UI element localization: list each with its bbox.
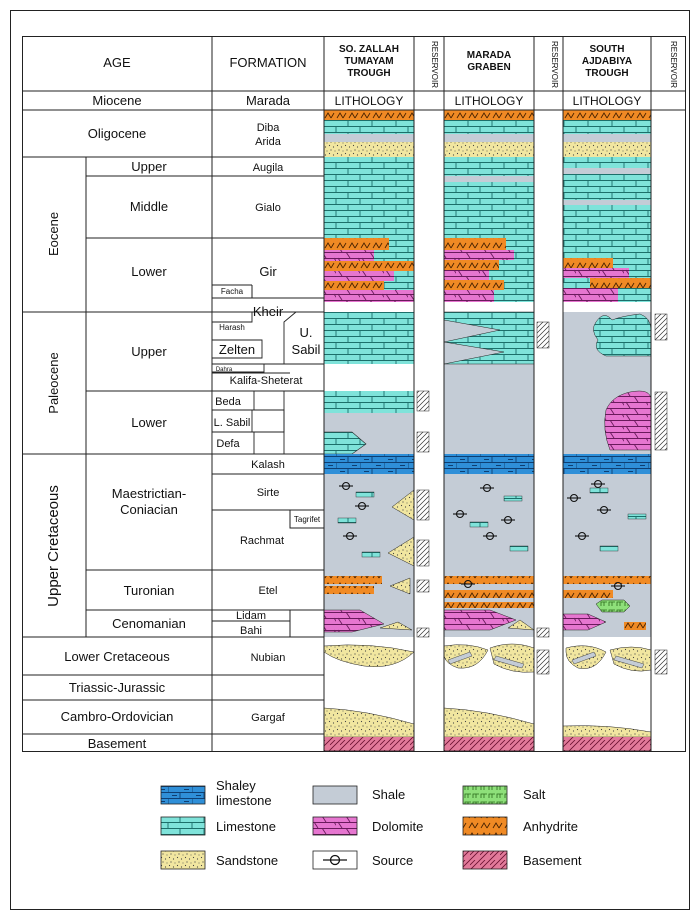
subage-coniacian: Coniacian	[120, 502, 178, 517]
formation-arida: Arida	[255, 136, 281, 148]
age-lower-cretaceous: Lower Cretaceous	[64, 649, 170, 664]
svg-text:Anhydrite: Anhydrite	[523, 819, 578, 834]
formation-bahi: Bahi	[239, 625, 263, 637]
header-reservoir-2: RESERVOIR	[550, 41, 559, 88]
age-paleocene: Paleocene	[46, 352, 61, 414]
age-miocene: Miocene	[92, 93, 142, 108]
subage-eocene-upper: Upper	[131, 159, 167, 174]
formation-diba: Diba	[256, 122, 280, 134]
age-cambro-ordovician: Cambro-Ordovician	[60, 709, 174, 724]
svg-text:Shale: Shale	[372, 787, 406, 802]
formation-augila: Augila	[252, 162, 284, 174]
legend-item-limestone	[161, 817, 276, 835]
formation-kheir: Kheir	[252, 304, 284, 319]
subage-paleocene-upper: Upper	[131, 344, 167, 359]
formation-defa: Defa	[216, 438, 240, 450]
formation-u: U.	[299, 325, 313, 340]
header-col3-line3: TROUGH	[585, 68, 629, 79]
subage-maestrictian: Maestrictian-	[111, 486, 187, 501]
header-reservoir-1: RESERVOIR	[430, 41, 439, 88]
formation-dahra: Dahra	[215, 367, 233, 373]
header-age: AGE	[103, 55, 131, 70]
formation-gargaf: Gargaf	[251, 712, 285, 724]
formation-beda: Beda	[215, 396, 241, 408]
subage-paleocene-lower: Lower	[131, 415, 167, 430]
header-reservoir-3: RESERVOIR	[669, 41, 678, 88]
formation-l-sabil: L. Sabil	[213, 417, 251, 429]
legend-item-salt	[463, 786, 546, 804]
formation-facha: Facha	[220, 287, 244, 296]
formation-harash: Harash	[219, 323, 245, 332]
header-col1-line1: SO. ZALLAH	[339, 44, 399, 55]
header-lithology-1: LITHOLOGY	[334, 94, 404, 108]
age-oligocene: Oligocene	[87, 126, 147, 141]
lithology-column-3	[563, 110, 651, 751]
formation-etel: Etel	[258, 585, 278, 597]
age-triassic-jurassic: Triassic-Jurassic	[68, 680, 166, 695]
svg-text:Source: Source	[372, 853, 414, 868]
lithology-column-1	[324, 110, 414, 751]
formation-zelten: Zelten	[218, 342, 256, 357]
header-formation: FORMATION	[229, 55, 307, 70]
formation-lidam: Lidam	[236, 610, 266, 622]
subage-cenomanian: Cenomanian	[112, 616, 186, 631]
svg-text:limestone: limestone	[216, 793, 272, 808]
legend-item-sandstone	[161, 851, 278, 869]
formation-gialo: Gialo	[255, 202, 281, 214]
header-lithology-2: LITHOLOGY	[454, 94, 524, 108]
formation-marada: Marada	[245, 93, 291, 108]
subage-turonian: Turonian	[123, 583, 175, 598]
header-lithology-3: LITHOLOGY	[572, 94, 642, 108]
subage-eocene-lower: Lower	[131, 264, 167, 279]
header-col2-line2: GRABEN	[467, 62, 511, 73]
svg-text:Shaley: Shaley	[216, 778, 256, 793]
svg-text:Limestone: Limestone	[216, 819, 276, 834]
svg-text:Sandstone: Sandstone	[216, 853, 279, 868]
svg-text:Dolomite: Dolomite	[372, 819, 424, 834]
header-col3-line1: SOUTH	[589, 44, 625, 55]
lithology-column-2	[444, 110, 534, 751]
header-col1-line2: TUMAYAM	[344, 56, 394, 67]
formation-kalifa-sheterat: Kalifa-Sheterat	[229, 375, 303, 387]
header-col2-line1: MARADA	[466, 50, 512, 61]
formation-nubian: Nubian	[250, 652, 286, 664]
subage-eocene-middle: Middle	[129, 199, 169, 214]
age-basement: Basement	[87, 736, 147, 751]
formation-sabil: Sabil	[291, 342, 321, 357]
header-col3-line2: AJDABIYA	[581, 56, 633, 67]
legend-item-basement	[463, 851, 582, 869]
svg-text:Salt: Salt	[523, 787, 546, 802]
formation-sirte: Sirte	[256, 487, 280, 499]
age-upper-cretaceous: Upper Cretaceous	[45, 485, 62, 607]
age-eocene: Eocene	[46, 211, 61, 257]
formation-rachmat: Rachmat	[239, 535, 285, 547]
header-col1-line3: TROUGH	[347, 68, 391, 79]
svg-text:Basement: Basement	[523, 853, 582, 868]
formation-tagrifet: Tagrifet	[293, 515, 321, 524]
formation-gir: Gir	[259, 264, 277, 279]
formation-kalash: Kalash	[251, 459, 285, 471]
